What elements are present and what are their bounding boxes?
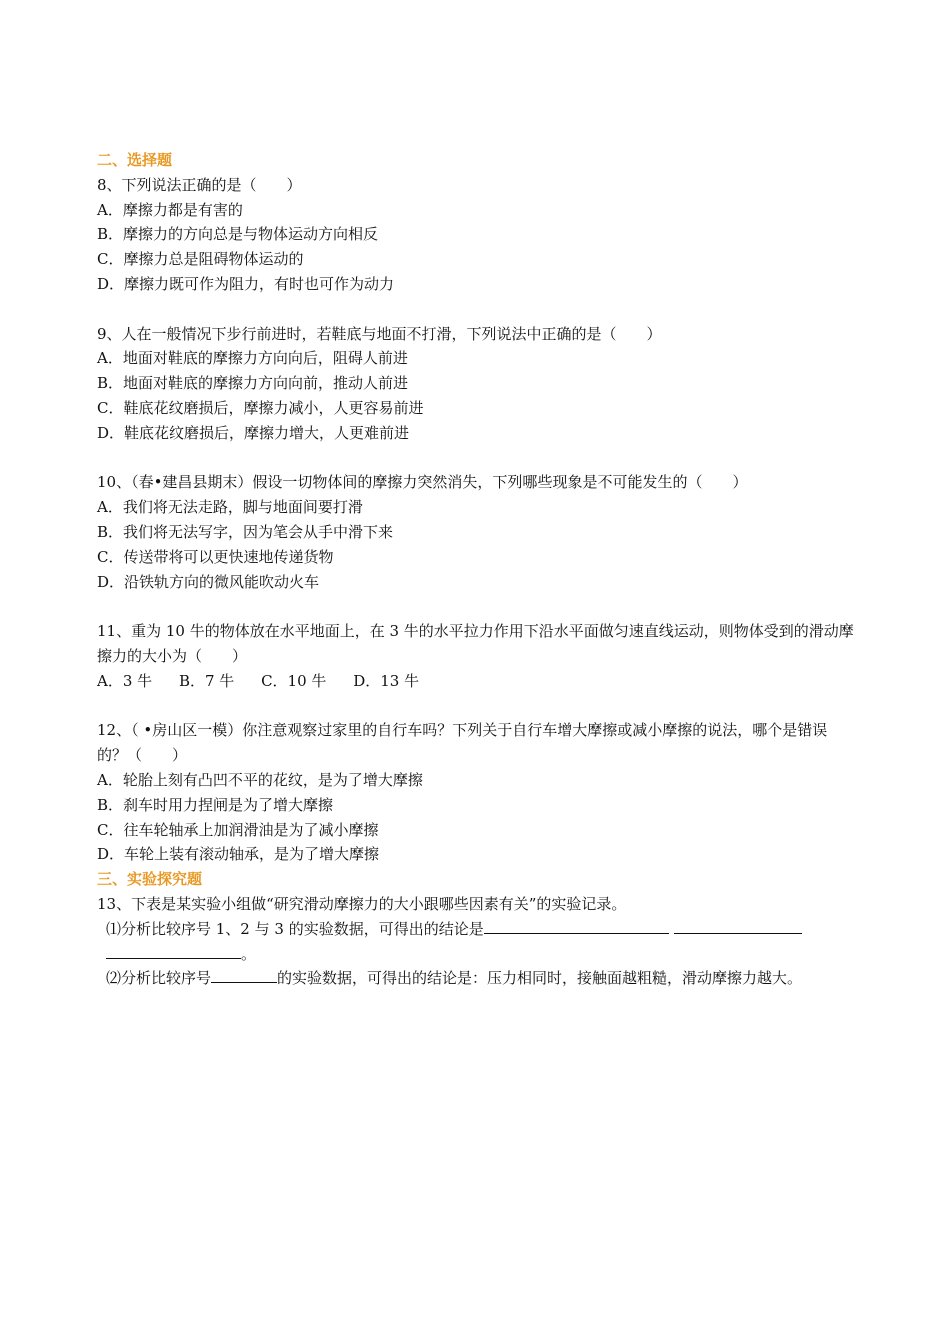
option-b: B．摩擦力的方向总是与物体运动方向相反 — [97, 225, 379, 244]
option-d: D．鞋底花纹磨损后，摩擦力增大，人更难前进 — [97, 423, 410, 442]
sub-question-2 — [97, 966, 857, 991]
option-d: D．车轮上装有滚动轴承，是为了增大摩擦 — [97, 845, 380, 864]
question-stem: 8、下列说法正确的是（ ） — [97, 175, 302, 194]
option-b: B．7 牛 — [178, 671, 235, 690]
sub-question-1 — [97, 917, 857, 967]
answer-blank[interactable] — [484, 917, 669, 934]
option-b: B．我们将无法写字，因为笔会从手中滑下来 — [97, 522, 394, 541]
option-c: C．摩擦力总是阻碍物体运动的 — [97, 250, 304, 269]
answer-blank[interactable] — [106, 942, 241, 959]
worksheet-page — [97, 148, 857, 991]
option-a: A．轮胎上刻有凸凹不平的花纹，是为了增大摩擦 — [97, 770, 423, 789]
question-stem: 13、下表是某实验小组做“研究滑动摩擦力的大小跟哪些因素有关”的实验记录。 — [97, 894, 627, 913]
answer-blank[interactable] — [211, 966, 277, 983]
option-c: C．10 牛 — [261, 671, 327, 690]
spacer — [97, 297, 857, 322]
option-b: B．刹车时用力捏闸是为了增大摩擦 — [97, 795, 334, 814]
question-11 — [97, 619, 857, 693]
spacer — [97, 694, 857, 719]
option-d: D．13 牛 — [353, 671, 420, 690]
question-12 — [97, 718, 857, 867]
question-8 — [97, 173, 857, 297]
sub-question-text: 的实验数据，可得出的结论是：压力相同时，接触面越粗糙，滑动摩擦力越大。 — [277, 969, 803, 988]
option-b: B．地面对鞋底的摩擦力方向向前，推动人前进 — [97, 374, 409, 393]
option-a: A．3 牛 — [97, 671, 153, 690]
sub-question-end: 。 — [241, 944, 257, 963]
section-title-experiment: 三、实验探究题 — [97, 870, 203, 889]
spacer — [97, 446, 857, 471]
question-9 — [97, 322, 857, 446]
spacer — [97, 594, 857, 619]
question-stem: 12、（ •房山区一模）你注意观察过家里的自行车吗？下列关于自行车增大摩擦或减小摩擦的说法，哪个是错误的？（ ） — [97, 721, 828, 765]
option-c: C．传送带将可以更快速地传递货物 — [97, 547, 334, 566]
question-stem: 9、人在一般情况下步行前进时，若鞋底与地面不打滑，下列说法中正确的是（ ） — [97, 324, 662, 343]
option-a: A．地面对鞋底的摩擦力方向向后，阻碍人前进 — [97, 349, 408, 368]
question-stem: 10、（春•建昌县期末）假设一切物体间的摩擦力突然消失，下列哪些现象是不可能发生的（ ） — [97, 473, 748, 492]
section-title-choice: 二、选择题 — [97, 151, 173, 169]
option-c: C．鞋底花纹磨损后，摩擦力减小，人更容易前进 — [97, 398, 424, 417]
option-a: A．我们将无法走路，脚与地面间要打滑 — [97, 498, 363, 517]
option-a: A．摩擦力都是有害的 — [97, 200, 243, 219]
option-c: C．往车轮轴承上加润滑油是为了减小摩擦 — [97, 820, 379, 839]
answer-blank[interactable] — [674, 917, 802, 934]
options-row — [97, 669, 857, 694]
question-13 — [97, 892, 857, 991]
option-d: D．摩擦力既可作为阻力，有时也可作为动力 — [97, 274, 395, 293]
question-stem: 11、重为 10 牛的物体放在水平地面上，在 3 牛的水平拉力作用下沿水平面做匀速直线运动，则物体受到的滑动摩擦力的大小为（ ） — [97, 622, 854, 665]
question-10 — [97, 470, 857, 594]
sub-question-text: ⑵分析比较序号 — [106, 969, 212, 988]
option-d: D．沿铁轨方向的微风能吹动火车 — [97, 572, 320, 591]
sub-question-text: ⑴分析比较序号 1、2 与 3 的实验数据，可得出的结论是 — [106, 919, 484, 938]
